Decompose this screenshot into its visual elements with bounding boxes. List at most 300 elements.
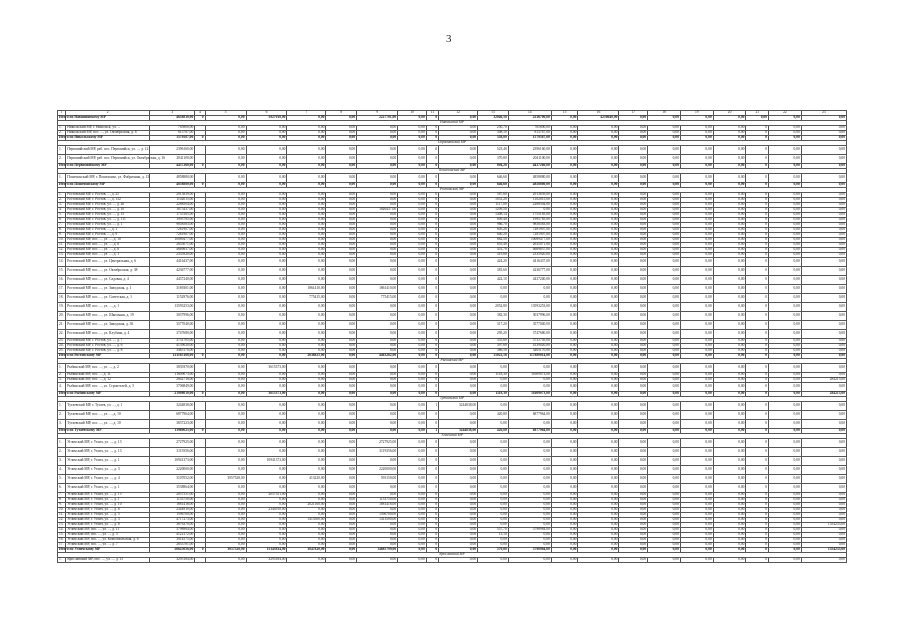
table-cell: 0	[746, 312, 769, 321]
table-cell: 0,00	[287, 233, 326, 238]
table-cell: 0,00	[619, 548, 648, 553]
table-cell: 4216640,00	[578, 116, 619, 121]
table-cell: 1	[426, 429, 438, 434]
table-cell: 0,00	[398, 213, 427, 218]
table-cell: 0,00	[246, 498, 287, 503]
table-cell: 0,00	[326, 248, 357, 253]
table-cell: 0,00	[551, 402, 578, 411]
table-cell: 0	[746, 213, 769, 218]
table-cell: 0,00	[478, 294, 509, 303]
table-cell: 0,00	[680, 131, 713, 136]
table-cell: 0	[746, 558, 769, 563]
table-cell: 0,00	[578, 312, 619, 321]
table-cell: 1413500,00	[357, 518, 398, 523]
table-cell: 0	[426, 498, 438, 503]
table-cell: 4122172,00	[150, 533, 195, 538]
table-cell	[195, 448, 205, 457]
table-cell: 0	[746, 378, 769, 383]
table-cell: 0,00	[801, 330, 846, 339]
table-cell: 0,00	[578, 155, 619, 164]
table-cell: 0,00	[439, 518, 478, 523]
table-cell: 0,00	[508, 439, 551, 448]
table-cell: 0,00	[769, 528, 802, 533]
table-cell	[195, 475, 205, 484]
table-cell: 0,00	[801, 321, 846, 330]
table-cell	[195, 258, 205, 267]
register-table	[57, 110, 847, 563]
table-cell: 0,00	[287, 466, 326, 475]
table-cell: 0	[426, 303, 438, 312]
table-cell: 0,00	[398, 429, 427, 434]
table-cell: 0,00	[246, 378, 287, 383]
table-cell: 0	[746, 411, 769, 420]
table-cell: 0,00	[680, 513, 713, 518]
table-cell: 0,00	[648, 543, 681, 548]
table-cell: 0,00	[619, 208, 648, 213]
table-cell: 0	[426, 330, 438, 339]
table-cell: 0	[426, 321, 438, 330]
table-cell: 295,20	[478, 330, 509, 339]
table-cell: 0,00	[246, 439, 287, 448]
table-cell: 0	[426, 193, 438, 198]
table-cell: 0,00	[205, 248, 246, 253]
table-cell: 0	[426, 218, 438, 223]
table-cell: 0,00	[326, 533, 357, 538]
address-cell: Рыбинский МР, пос. ..., ул. ..., д. 2	[66, 364, 150, 373]
table-cell: 0	[426, 378, 438, 383]
table-cell: 17.	[58, 543, 66, 548]
table-cell: 4669837,00	[150, 248, 195, 253]
table-cell: 0,00	[357, 484, 398, 493]
table-cell: 0,00	[398, 508, 427, 513]
table-cell: 0,00	[801, 303, 846, 312]
table-row	[58, 439, 847, 448]
table-row	[58, 276, 847, 285]
table-cell: 0,00	[246, 528, 287, 533]
table-cell: 0,00	[551, 439, 578, 448]
table-cell: 0	[426, 312, 438, 321]
column-number: 1	[58, 111, 66, 116]
table-cell: 0,00	[648, 276, 681, 285]
column-number: 21	[746, 111, 769, 116]
table-cell: 2913839,00	[150, 193, 195, 198]
table-cell: 1152976,00	[150, 294, 195, 303]
table-cell: 2236700,00	[508, 116, 551, 121]
table-cell: 0,00	[578, 344, 619, 349]
table-cell: 0,00	[769, 373, 802, 378]
table-cell: 0,00	[769, 439, 802, 448]
table-cell	[195, 294, 205, 303]
table-cell: 765800,00	[150, 126, 195, 131]
table-cell: 0,00	[551, 538, 578, 543]
table-cell: 0	[426, 339, 438, 344]
table-cell: 0,00	[439, 558, 478, 563]
table-cell: 0	[426, 523, 438, 528]
table-cell: 0,00	[326, 218, 357, 223]
table-cell: 0,00	[769, 228, 802, 233]
table-cell: 0,00	[439, 457, 478, 466]
table-cell: 775415,00	[357, 294, 398, 303]
table-cell: 0,00	[287, 321, 326, 330]
table-cell: 11609073,00	[150, 373, 195, 378]
table-cell: 0,00	[769, 208, 802, 213]
table-cell: 0	[426, 518, 438, 523]
table-cell: 0,00	[713, 508, 746, 513]
table-cell: 0,00	[398, 136, 427, 141]
column-number: 2	[66, 111, 150, 116]
table-cell: 0,00	[578, 518, 619, 523]
table-cell: 0,00	[713, 203, 746, 208]
table-cell: 0,00	[648, 354, 681, 359]
table-cell: 0,00	[246, 312, 287, 321]
table-cell: 0,00	[287, 344, 326, 349]
table-cell: 0,00	[578, 558, 619, 563]
table-cell: 451,70	[478, 248, 509, 253]
table-cell: 0	[746, 218, 769, 223]
table-cell: 0,00	[398, 503, 427, 508]
table-cell: 0,00	[205, 349, 246, 354]
table-cell: 0,00	[398, 528, 427, 533]
table-cell: 0,00	[769, 523, 802, 528]
table-cell: 0,00	[551, 498, 578, 503]
table-cell: 0,00	[205, 213, 246, 218]
table-cell: 0,00	[439, 174, 478, 183]
table-cell: 1	[426, 402, 438, 411]
table-row	[58, 146, 847, 155]
table-cell: 0	[195, 548, 205, 553]
table-cell: 0,00	[551, 523, 578, 528]
address-cell: Угличский МР, г. Углич, ул. ..., д. 10	[66, 503, 150, 508]
table-cell: 655,40	[478, 243, 509, 248]
table-cell: 0	[426, 116, 438, 121]
table-row	[58, 303, 847, 312]
table-cell: 0,00	[769, 513, 802, 518]
table-cell: 0,00	[326, 493, 357, 498]
table-cell: 0,00	[680, 466, 713, 475]
table-cell: 0,00	[246, 330, 287, 339]
table-cell: 0,00	[578, 136, 619, 141]
table-cell: 0,00	[619, 528, 648, 533]
table-cell: 0,00	[357, 233, 398, 238]
table-cell: 1755185,00	[150, 213, 195, 218]
table-cell: 0,00	[578, 146, 619, 155]
table-cell: 0,00	[713, 312, 746, 321]
table-cell: 0,00	[769, 484, 802, 493]
table-cell: 0,00	[551, 198, 578, 203]
table-cell: 1861410,00	[357, 285, 398, 294]
table-cell: 3798984,00	[508, 548, 551, 553]
table-cell: 0,00	[478, 448, 509, 457]
table-cell: 0,00	[619, 116, 648, 121]
table-cell: 609,40	[478, 218, 509, 223]
table-cell: 570,80	[478, 548, 509, 553]
table-cell: 0,00	[619, 213, 648, 218]
table-cell: 593150,00	[357, 475, 398, 484]
table-cell: 0,00	[578, 228, 619, 233]
table-cell: 0,00	[508, 538, 551, 543]
table-cell: 0,00	[508, 378, 551, 383]
table-cell: 0,00	[357, 373, 398, 378]
table-cell: 0	[746, 276, 769, 285]
table-cell: 0,00	[578, 373, 619, 378]
table-cell: 0,00	[439, 339, 478, 344]
table-cell: 0,00	[680, 146, 713, 155]
table-cell: 0,00	[648, 258, 681, 267]
table-cell: 308,10	[478, 131, 509, 136]
table-cell: 0,00	[326, 402, 357, 411]
table-cell: 0,00	[680, 484, 713, 493]
table-cell: 0	[426, 528, 438, 533]
table-cell: 3465170,00	[150, 349, 195, 354]
table-cell: 0	[746, 420, 769, 429]
table-cell: 0	[746, 155, 769, 164]
table-cell: 0	[746, 223, 769, 228]
table-cell: 0,00	[439, 208, 478, 213]
table-cell: 0,00	[246, 213, 287, 218]
table-cell: 15022,16	[478, 354, 509, 359]
table-cell: 0,00	[398, 457, 427, 466]
table-cell: 1413500,00	[287, 518, 326, 523]
table-cell: 0,00	[398, 558, 427, 563]
table-cell: 0,00	[439, 493, 478, 498]
table-cell: 11.	[58, 243, 66, 248]
table-cell: 0,00	[578, 429, 619, 434]
table-cell: 17.	[58, 285, 66, 294]
table-cell: 605,20	[478, 228, 509, 233]
table-cell: 0,00	[246, 538, 287, 543]
table-cell: 4858880,00	[508, 183, 551, 188]
table-cell: 0,00	[326, 131, 357, 136]
table-cell: 15343834,00	[246, 548, 287, 553]
table-cell: 0,00	[246, 411, 287, 420]
table-cell: 0,00	[801, 294, 846, 303]
table-cell: 2396160,00	[150, 146, 195, 155]
table-cell: 0,00	[326, 518, 357, 523]
table-cell: 0,00	[680, 303, 713, 312]
table-cell: 0,00	[398, 538, 427, 543]
table-cell: 0,00	[508, 402, 551, 411]
table-cell: 0,00	[398, 349, 427, 354]
table-cell: 3057528,00	[205, 475, 246, 484]
table-cell: 0,00	[398, 208, 427, 213]
table-cell: 10941373,00	[246, 457, 287, 466]
table-cell: 0,00	[287, 439, 326, 448]
table-cell: 397,60	[478, 344, 509, 349]
table-cell: 0,00	[357, 383, 398, 392]
table-cell: 0,00	[713, 116, 746, 121]
table-cell: 0,00	[398, 378, 427, 383]
table-cell: 0,00	[578, 457, 619, 466]
table-cell: 0,00	[680, 223, 713, 228]
table-cell: 355,60	[478, 339, 509, 344]
table-cell: 0,00	[287, 498, 326, 503]
table-cell: 0	[426, 198, 438, 203]
table-cell: 2636825,00	[287, 354, 326, 359]
table-cell: 0,00	[478, 466, 509, 475]
table-cell: 0,00	[205, 538, 246, 543]
table-cell: Итого по Тутаевскому МР	[59, 428, 102, 433]
table-cell: 0,00	[508, 508, 551, 513]
table-cell: 0,00	[398, 253, 427, 258]
table-cell: 0,00	[357, 523, 398, 528]
address-cell: Угличский МР, г. Углич, ул. ..., д. 1	[66, 498, 150, 503]
address-cell: Угличский МР, г. Углич, ул. ..., д. 4	[66, 475, 150, 484]
table-cell: 0,00	[326, 174, 357, 183]
table-cell: 0,00	[619, 523, 648, 528]
table-cell: 0,00	[713, 233, 746, 238]
table-cell: 0,00	[619, 238, 648, 243]
column-number: 10	[398, 111, 427, 116]
column-number: 14	[508, 111, 551, 116]
table-cell: 0,00	[713, 126, 746, 131]
address-cell: Ростовский МР, г. Ростов, ул. ..., д. 26	[66, 203, 150, 208]
table-cell: 0,00	[578, 183, 619, 188]
table-cell: 0,00	[713, 243, 746, 248]
address-cell: Ростовский МР, г. Ростов, ул. ..., д. 8	[66, 349, 150, 354]
table-cell: 0	[426, 228, 438, 233]
table-cell: 0	[426, 164, 438, 169]
table-cell: 0,00	[205, 344, 246, 349]
table-cell: 0,00	[246, 475, 287, 484]
table-cell: 0	[746, 303, 769, 312]
table-cell: 0,00	[769, 354, 802, 359]
address-cell: Ростовский МР, пос. ..., ул. ..., д. 6	[66, 243, 150, 248]
table-cell: 0	[426, 420, 438, 429]
table-cell: 0,00	[801, 538, 846, 543]
table-cell: 0,00	[648, 349, 681, 354]
table-cell: 0,00	[680, 402, 713, 411]
table-cell: 0,00	[326, 126, 357, 131]
table-cell: 0,00	[713, 294, 746, 303]
table-cell: 0,00	[287, 136, 326, 141]
table-cell: 2052,80	[478, 303, 509, 312]
table-cell: 0,00	[508, 466, 551, 475]
table-cell: 0,00	[680, 420, 713, 429]
table-cell: 0,00	[551, 258, 578, 267]
table-cell: 0,00	[578, 223, 619, 228]
table-cell: 0	[746, 193, 769, 198]
table-cell: 0,00	[357, 402, 398, 411]
table-cell: 0,00	[287, 223, 326, 228]
table-cell: 0,00	[769, 321, 802, 330]
table-cell: 0,00	[801, 528, 846, 533]
table-cell: 0,00	[439, 466, 478, 475]
table-cell: 0,00	[648, 223, 681, 228]
table-cell: 0,00	[508, 285, 551, 294]
table-cell: 0,00	[680, 233, 713, 238]
table-cell: 7281907,00	[508, 228, 551, 233]
table-cell: 0,00	[801, 475, 846, 484]
table-cell: 0,00	[619, 543, 648, 548]
table-cell: 0,00	[205, 285, 246, 294]
table-cell: 0,00	[326, 312, 357, 321]
table-cell: 0,00	[619, 223, 648, 228]
table-cell: 2041100,00	[508, 155, 551, 164]
table-cell: 0,00	[648, 183, 681, 188]
address-cell: Угличский МР, г. Углич, ул. ..., д. 5	[66, 513, 150, 518]
table-body	[58, 111, 847, 563]
table-cell: 0,00	[619, 448, 648, 457]
table-cell: 0,00	[326, 354, 357, 359]
table-cell: 0,00	[801, 243, 846, 248]
table-cell: 0,00	[713, 364, 746, 373]
table-cell: 0,00	[578, 466, 619, 475]
table-cell: 0,00	[801, 136, 846, 141]
table-cell: 0,00	[287, 116, 326, 121]
table-cell: 0,00	[478, 364, 509, 373]
table-cell: 0,00	[287, 538, 326, 543]
table-cell: 0,00	[801, 267, 846, 276]
table-cell: 0,00	[769, 493, 802, 498]
table-cell: 0,00	[357, 253, 398, 258]
table-cell: 0,00	[287, 131, 326, 136]
table-cell: 0,00	[648, 498, 681, 503]
table-cell: 0,00	[357, 429, 398, 434]
table-cell: 0,00	[801, 223, 846, 228]
table-cell: 0,00	[680, 533, 713, 538]
table-cell: 0,00	[680, 155, 713, 164]
section-title: Ростовский МР	[58, 188, 847, 193]
table-cell: 0,00	[648, 294, 681, 303]
table-cell: 0,00	[398, 411, 427, 420]
table-cell: 0,00	[619, 267, 648, 276]
table-cell: 0,00	[205, 518, 246, 523]
table-cell: 0,00	[398, 392, 427, 397]
table-cell: 0,00	[619, 498, 648, 503]
table-cell: 0,00	[551, 126, 578, 131]
table-cell: 765800,00	[508, 126, 551, 131]
table-cell: 0,00	[357, 258, 398, 267]
table-cell: 0,00	[713, 339, 746, 344]
table-cell: 0,00	[713, 193, 746, 198]
table-cell: 0,00	[648, 538, 681, 543]
table-cell: 0,00	[578, 475, 619, 484]
table-cell: 3107052,00	[150, 475, 195, 484]
table-cell: 0,00	[801, 344, 846, 349]
table-cell: 0,00	[769, 294, 802, 303]
table-cell: 4236777,00	[150, 267, 195, 276]
table-cell: 0,00	[246, 285, 287, 294]
table-cell: 0,00	[287, 508, 326, 513]
table-cell: 0,00	[578, 243, 619, 248]
table-cell: 0,00	[287, 349, 326, 354]
table-cell: 3847820,00	[287, 548, 326, 553]
table-cell: 14685799,00	[357, 548, 398, 553]
address-cell: Угличский МР, г. Углич, ул. ..., д. 13	[66, 448, 150, 457]
table-cell: 523,40	[478, 146, 509, 155]
table-cell: 0,00	[326, 294, 357, 303]
table-cell: 4139020,00	[150, 344, 195, 349]
table-cell: 587,60	[478, 193, 509, 198]
table-cell: 0,00	[287, 402, 326, 411]
table-cell: 0	[746, 354, 769, 359]
table-cell: 0,00	[287, 339, 326, 344]
table-cell: 1.	[58, 439, 66, 448]
table-cell: 3037996,00	[508, 312, 551, 321]
table-cell: 0,00	[246, 218, 287, 223]
table-cell: 0,00	[578, 238, 619, 243]
table-cell: 882,50	[478, 238, 509, 243]
column-number: 3	[150, 111, 195, 116]
table-cell: 0,00	[680, 116, 713, 121]
table-cell: 0,00	[439, 538, 478, 543]
table-cell: 0	[426, 513, 438, 518]
table-cell: 0,00	[551, 364, 578, 373]
table-cell: 0,00	[801, 146, 846, 155]
address-cell: Угличский МР, г. Углич, ул. ..., д. 6	[66, 508, 150, 513]
table-cell: 1.	[58, 558, 66, 563]
table-cell: 0,00	[801, 218, 846, 223]
